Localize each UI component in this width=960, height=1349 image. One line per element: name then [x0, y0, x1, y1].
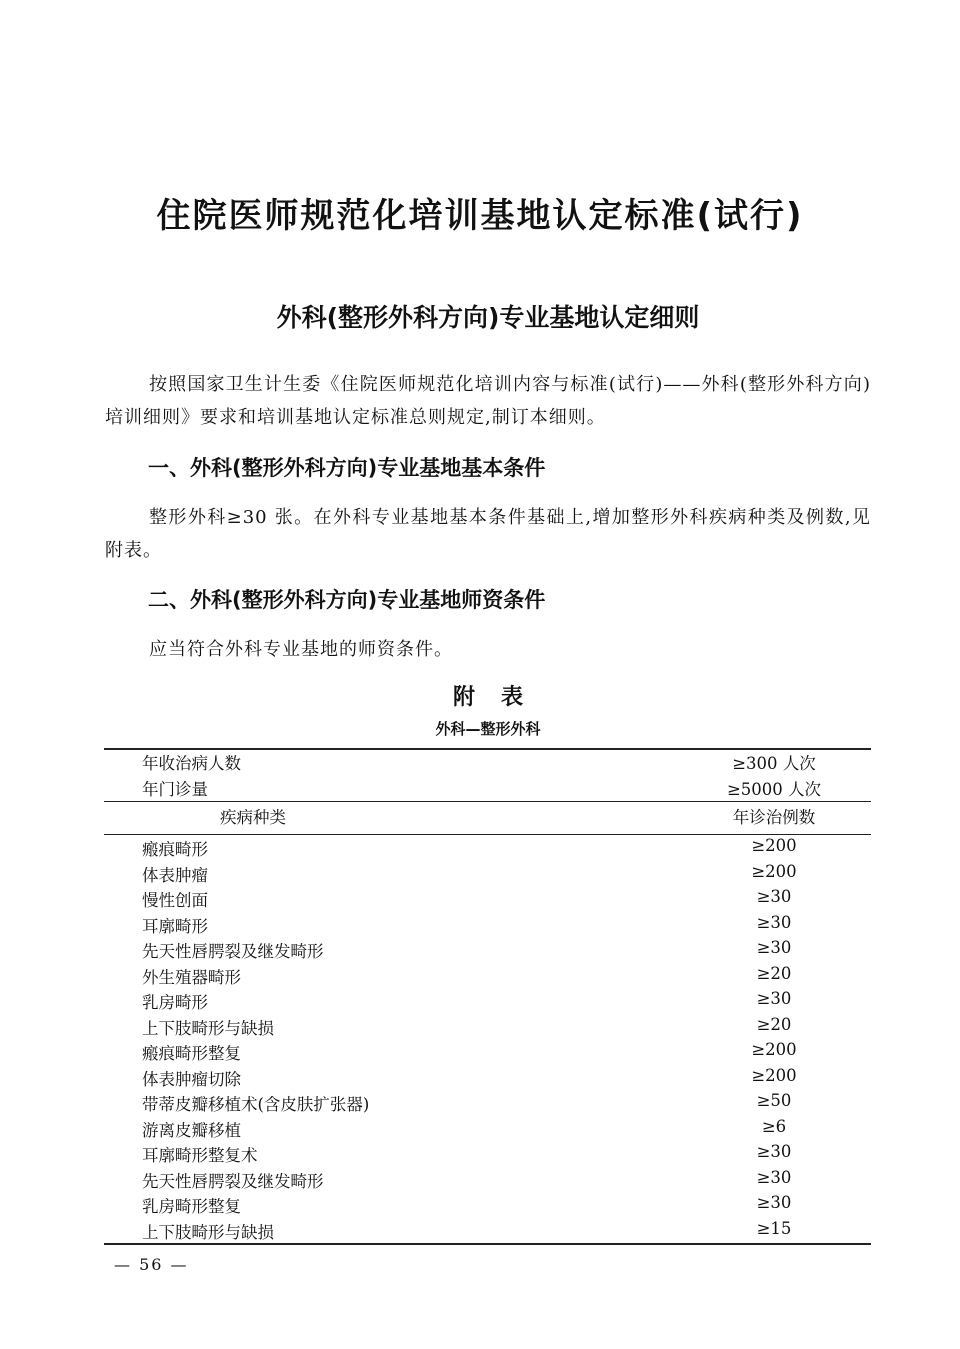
case-count: ≥50: [756, 1091, 792, 1110]
table-row: [104, 861, 871, 887]
case-count: ≥20: [756, 1014, 792, 1034]
table-row: [104, 1065, 871, 1091]
summary-value: ≥5000 人次: [726, 780, 822, 799]
table-summary: [104, 749, 871, 801]
disease-name: 耳廓畸形整复术: [142, 1146, 258, 1165]
case-count: ≥20: [756, 963, 792, 983]
case-count: ≥200: [751, 861, 797, 881]
disease-name: 游离皮瓣移植: [142, 1120, 241, 1140]
disease-name: 乳房畸形整复: [142, 1197, 241, 1216]
case-count: ≥30: [756, 989, 792, 1008]
case-count: ≥200: [751, 1040, 797, 1059]
table-bottom-rule: [104, 1243, 871, 1245]
disease-name: 瘢痕畸形整复: [142, 1044, 241, 1063]
disease-name: 外生殖器畸形: [142, 967, 241, 987]
page-title: 住院医师规范化培训基地认定标准(试行): [156, 196, 804, 236]
table-row: [104, 1218, 871, 1244]
table-header-row: [104, 803, 871, 833]
section-1-heading: 一、外科(整形外科方向)专业基地基本条件: [148, 456, 546, 480]
case-count: ≥30: [756, 887, 792, 906]
summary-label: 年收治病人数: [142, 754, 241, 773]
case-count: ≥30: [756, 938, 792, 957]
table-row: [104, 1014, 871, 1040]
table-row: [104, 749, 871, 775]
disease-name: 瘢痕畸形: [142, 840, 208, 859]
annex-title: 附表: [452, 685, 549, 710]
intro-paragraph: 按照国家卫生计生委《住院医师规范化培训内容与标准(试行)——外科(整形外科方向)培训细则》要求和培训基地认定标准总则规定,制订本细则。: [105, 374, 871, 428]
disease-name: 上下肢畸形与缺损: [142, 1222, 274, 1242]
disease-name: 慢性创面: [142, 891, 208, 910]
disease-name: 乳房畸形: [142, 993, 208, 1012]
table-row: [104, 886, 871, 912]
table-row: [104, 835, 871, 861]
case-count: ≥30: [756, 1142, 792, 1161]
table-row: [104, 1167, 871, 1193]
section-1-body: 整形外科≥30 张。在外科专业基地基本条件基础上,增加整形外科疾病种类及例数,见附表。: [105, 507, 871, 561]
table-caption: 外科—整形外科: [435, 720, 541, 738]
table-header: [104, 803, 871, 833]
table-row: [104, 1039, 871, 1065]
case-count: ≥200: [751, 836, 797, 855]
case-count: ≥30: [756, 1193, 792, 1212]
disease-name: 体表肿瘤: [142, 865, 208, 885]
header-disease-type: 疾病种类: [220, 808, 286, 827]
case-count: ≥6: [761, 1116, 787, 1136]
table-body: [104, 835, 871, 1243]
table-row: [104, 1141, 871, 1167]
disease-name: 先天性唇腭裂及继发畸形: [142, 942, 324, 961]
table-rule: [104, 801, 871, 802]
disease-name: 体表肿瘤切除: [142, 1069, 241, 1089]
table-row: [104, 1192, 871, 1218]
case-count: ≥30: [756, 1167, 792, 1187]
table-row: [104, 1090, 871, 1116]
case-count: ≥15: [756, 1218, 792, 1238]
disease-name: 耳廓畸形: [142, 916, 208, 936]
table-row: [104, 1116, 871, 1142]
section-2-heading: 二、外科(整形外科方向)专业基地师资条件: [148, 588, 546, 612]
document-subtitle: 外科(整形外科方向)专业基地认定细则: [276, 303, 700, 332]
disease-name: 上下肢畸形与缺损: [142, 1018, 274, 1038]
header-annual-cases: 年诊治例数: [732, 808, 816, 827]
disease-name: 带蒂皮瓣移植术(含皮肤扩张器): [142, 1095, 370, 1114]
section-2-body: 应当符合外科专业基地的师资条件。: [149, 639, 453, 660]
table-row: [104, 775, 871, 801]
case-count: ≥200: [751, 1065, 797, 1085]
summary-label: 年门诊量: [142, 780, 208, 799]
page-number: — 56 —: [114, 1255, 189, 1274]
table-row: [104, 963, 871, 989]
case-count: ≥30: [756, 912, 792, 932]
summary-value: ≥300 人次: [732, 754, 816, 773]
disease-name: 先天性唇腭裂及继发畸形: [142, 1171, 324, 1191]
table-row: [104, 988, 871, 1014]
table-row: [104, 937, 871, 963]
table-row: [104, 912, 871, 938]
